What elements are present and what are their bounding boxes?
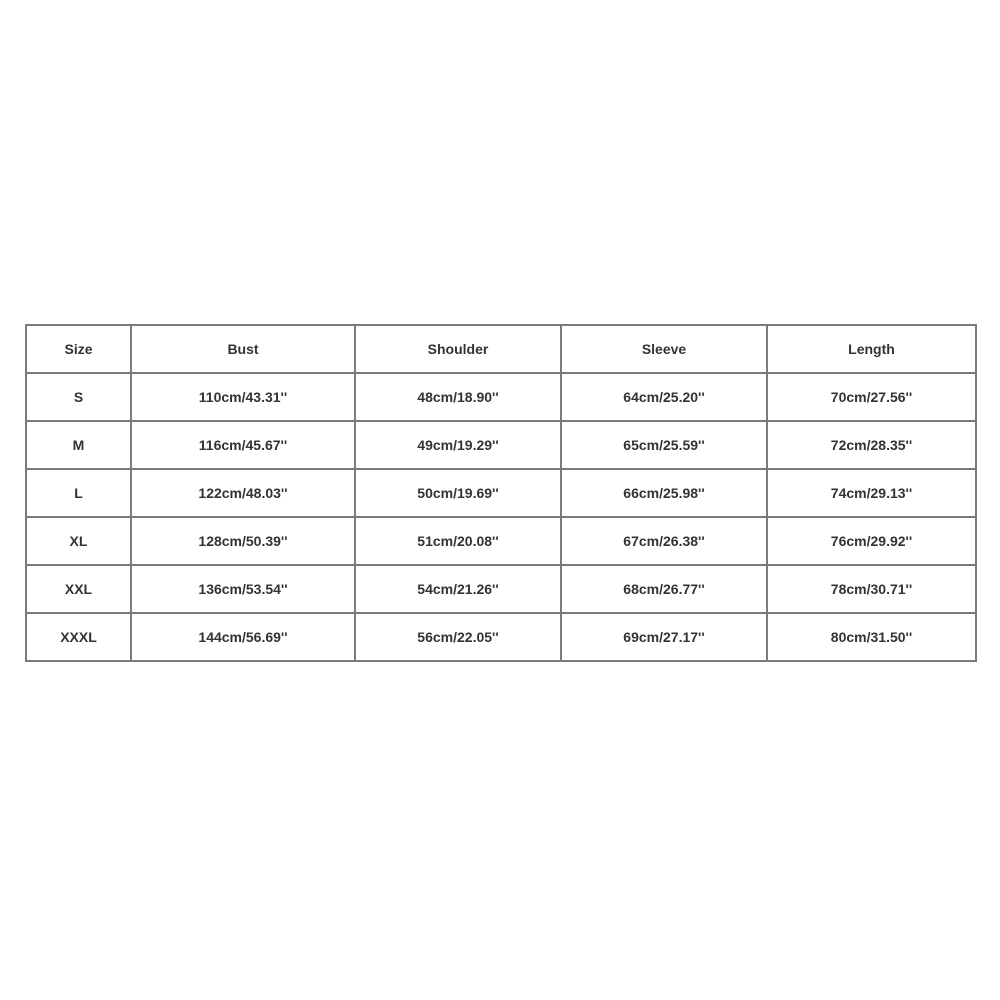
- cell-shoulder: 51cm/20.08'': [355, 517, 561, 565]
- cell-shoulder: 50cm/19.69'': [355, 469, 561, 517]
- cell-sleeve: 66cm/25.98'': [561, 469, 767, 517]
- header-length: Length: [767, 325, 976, 373]
- table-row: [26, 565, 976, 613]
- cell-size: XL: [26, 517, 131, 565]
- cell-bust: 110cm/43.31'': [131, 373, 355, 421]
- cell-length: 76cm/29.92'': [767, 517, 976, 565]
- cell-size: XXXL: [26, 613, 131, 661]
- header-shoulder: Shoulder: [355, 325, 561, 373]
- cell-sleeve: 69cm/27.17'': [561, 613, 767, 661]
- cell-length: 70cm/27.56'': [767, 373, 976, 421]
- header-bust: Bust: [131, 325, 355, 373]
- cell-length: 74cm/29.13'': [767, 469, 976, 517]
- header-size: Size: [26, 325, 131, 373]
- cell-size: L: [26, 469, 131, 517]
- cell-bust: 128cm/50.39'': [131, 517, 355, 565]
- cell-shoulder: 56cm/22.05'': [355, 613, 561, 661]
- table-row: [26, 613, 976, 661]
- cell-size: XXL: [26, 565, 131, 613]
- cell-shoulder: 54cm/21.26'': [355, 565, 561, 613]
- cell-sleeve: 65cm/25.59'': [561, 421, 767, 469]
- cell-sleeve: 64cm/25.20'': [561, 373, 767, 421]
- cell-size: M: [26, 421, 131, 469]
- table-row: [26, 373, 976, 421]
- table-row: [26, 421, 976, 469]
- cell-bust: 122cm/48.03'': [131, 469, 355, 517]
- cell-bust: 136cm/53.54'': [131, 565, 355, 613]
- cell-length: 78cm/30.71'': [767, 565, 976, 613]
- table-header-row: [26, 325, 976, 373]
- cell-length: 72cm/28.35'': [767, 421, 976, 469]
- cell-sleeve: 68cm/26.77'': [561, 565, 767, 613]
- cell-sleeve: 67cm/26.38'': [561, 517, 767, 565]
- cell-bust: 116cm/45.67'': [131, 421, 355, 469]
- size-chart-table: [25, 324, 977, 662]
- table-row: [26, 517, 976, 565]
- cell-bust: 144cm/56.69'': [131, 613, 355, 661]
- header-sleeve: Sleeve: [561, 325, 767, 373]
- cell-shoulder: 49cm/19.29'': [355, 421, 561, 469]
- table-row: [26, 469, 976, 517]
- cell-size: S: [26, 373, 131, 421]
- cell-length: 80cm/31.50'': [767, 613, 976, 661]
- cell-shoulder: 48cm/18.90'': [355, 373, 561, 421]
